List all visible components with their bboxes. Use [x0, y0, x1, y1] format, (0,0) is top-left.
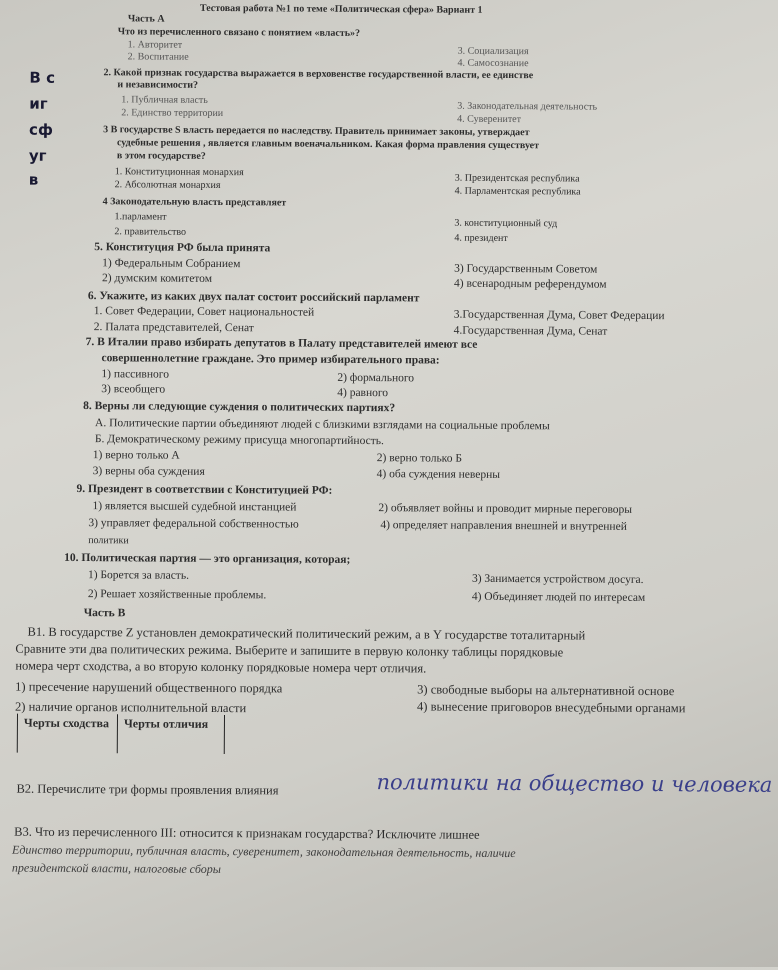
q9-option-2: 2) объявляет войны и проводит мирные переговоры [378, 502, 633, 516]
table-header-differences: Черты отличия [117, 714, 224, 754]
margin-note-5: в [28, 170, 39, 189]
q8-statement-b: Б. Демократическому режиму присуща многопартийность. [94, 433, 384, 448]
q9-option-3: 3) управляет федеральной собственностью [88, 517, 299, 531]
page-header: Тестовая работа №1 по теме «Политическая сфера» Вариант 1 [199, 2, 483, 16]
q6-option-3: 3.Государственная Дума, Совет Федерации [453, 308, 665, 323]
b1-option-3: 3) свободные выборы на альтернативной основе [417, 682, 675, 699]
q9-option-4-cont: политики [88, 535, 129, 547]
q2-text-line-1: 2. Какой признак государства выражается в верховенстве государственной власти, ее единстве [103, 67, 534, 82]
q3-option-4: 4. Парламентская республика [454, 185, 581, 198]
margin-note-3: сф [29, 120, 53, 139]
b3-text: В3. Что из перечисленного III: относится к признакам государства? Исключите лишнее [14, 824, 480, 842]
q10-text: 10. Политическая партия — это организация, которая; [64, 551, 351, 566]
table-header-similarities: Черты сходства [17, 714, 117, 754]
q3-text-line-1: 3 В государстве S власть передается по наследству. Правитель принимает законы, утверждает [103, 124, 530, 139]
q2-option-1: 1. Публичная власть [121, 94, 208, 106]
answer-table [17, 714, 226, 754]
q3-option-1: 1. Конституционная монархия [114, 166, 244, 179]
margin-note-1: В с [29, 68, 56, 87]
q4-option-1: 1.парламент [114, 211, 167, 223]
q4-option-2: 2. правительство [114, 226, 187, 238]
q4-text: 4 Законодательную власть представляет [102, 196, 287, 209]
q8-text: 8. Верны ли следующие суждения о политических партиях? [83, 400, 396, 415]
q2-text-line-2: и независимости? [117, 79, 199, 91]
q7-option-4: 4) равного [337, 386, 389, 400]
q8-statement-a: А. Политические партии объединяют людей с близкими взглядами на социальные проблемы [94, 417, 550, 433]
b3-list-line-1: Единство территории, публичная власть, суверенитет, законодательная деятельность, наличие [12, 842, 516, 861]
q6-text: 6. Укажите, из каких двух палат состоит российский парламент [87, 290, 420, 305]
b1-option-1: 1) пресечение нарушений общественного порядка [15, 679, 283, 696]
q1-option-1: 1. Авторитет [127, 39, 183, 51]
q7-option-3: 3) всеобщего [101, 383, 166, 396]
q3-option-3: 3. Президентская республика [454, 172, 580, 185]
b1-option-4: 4) вынесение приговоров внесудебными органами [417, 699, 686, 716]
b3-list-line-2: президентской власти, налоговые сборы [11, 860, 221, 877]
q10-option-1: 1) Борется за власть. [87, 569, 190, 582]
q4-option-3: 3. конституционный суд [454, 217, 558, 230]
b1-option-2: 2) наличие органов исполнительной власти [15, 699, 247, 716]
q5-option-1: 1) Федеральным Собранием [102, 257, 241, 271]
q3-text-line-3: в этом государстве? [116, 150, 206, 162]
q6-option-4: 4.Государственная Дума, Сенат [453, 324, 608, 338]
q5-option-3: 3) Государственным Советом [454, 262, 598, 276]
q2-option-3: 3. Законодательная деятельность [457, 100, 598, 113]
q4-option-4: 4. президент [454, 232, 508, 245]
q8-option-2: 2) верно только Б [376, 452, 462, 465]
q3-option-2: 2. Абсолютная монархия [114, 179, 221, 192]
q8-option-3: 3) верны оба суждения [92, 465, 205, 478]
q3-text-line-2: судебные решения , является главным военачальником. Какая форма правления существует [116, 137, 540, 152]
b2-text: В2. Перечислите три формы проявления влияния [16, 781, 279, 798]
b1-text-line-3: номера черт сходства, а во вторую колонку порядковые номера черт отличия. [15, 658, 427, 676]
q5-option-2: 2) думским комитетом [102, 272, 213, 285]
q9-text: 9. Президент в соответствии с Конституцией РФ: [76, 483, 333, 497]
q2-option-4: 4. Суверенитет [457, 113, 522, 126]
q1-option-2: 2. Воспитание [127, 51, 189, 63]
q6-option-2: 2. Палата представителей, Сенат [93, 321, 254, 335]
q10-option-3: 3) Занимается устройством досуга. [471, 572, 644, 586]
q10-option-4: 4) Объединяет людей по интересам [471, 590, 646, 604]
margin-note-4: уг [28, 146, 47, 165]
q1-option-4: 4. Самосознание [457, 57, 529, 70]
q9-option-1: 1) является высшей судебной инстанцией [92, 500, 297, 514]
q2-option-2: 2. Единство территории [121, 107, 224, 120]
q1-text: Что из перечисленного связано с понятием «власть»? [117, 26, 361, 39]
part-b-heading: Часть В [83, 607, 126, 620]
q1-option-3: 3. Социализация [457, 45, 529, 58]
q9-option-4: 4) определяет направления внешней и внутренней [380, 519, 627, 533]
q10-option-2: 2) Решает хозяйственные проблемы. [87, 588, 267, 602]
q7-option-1: 1) пассивного [101, 368, 170, 381]
q8-option-1: 1) верно только А [92, 449, 180, 462]
b1-text-line-1: В1. В государстве Z установлен демократический политический режим, а в Y государстве тоталитарный [27, 624, 586, 643]
b2-handwritten-answer: политики на общество и человека [376, 770, 773, 797]
q7-text-line-1: 7. В Италии право избирать депутатов в Палату представителей имеют все [85, 336, 478, 351]
q6-option-1: 1. Совет Федерации, Совет национальностей [93, 305, 315, 319]
q8-option-4: 4) оба суждения неверны [376, 468, 501, 481]
b1-text-line-2: Сравните эти два политических режима. Выберите и запишите в первую колонку таблицы порядковые [15, 641, 564, 660]
q7-option-2: 2) формального [337, 371, 415, 385]
part-a-heading: Часть А [127, 13, 165, 25]
q5-option-4: 4) всенародным референдумом [453, 277, 607, 291]
q7-text-line-2: совершеннолетние граждане. Это пример избирательного права: [101, 352, 440, 367]
q5-text: 5. Конституция РФ была принята [94, 241, 271, 255]
margin-note-2: иг [29, 94, 48, 113]
